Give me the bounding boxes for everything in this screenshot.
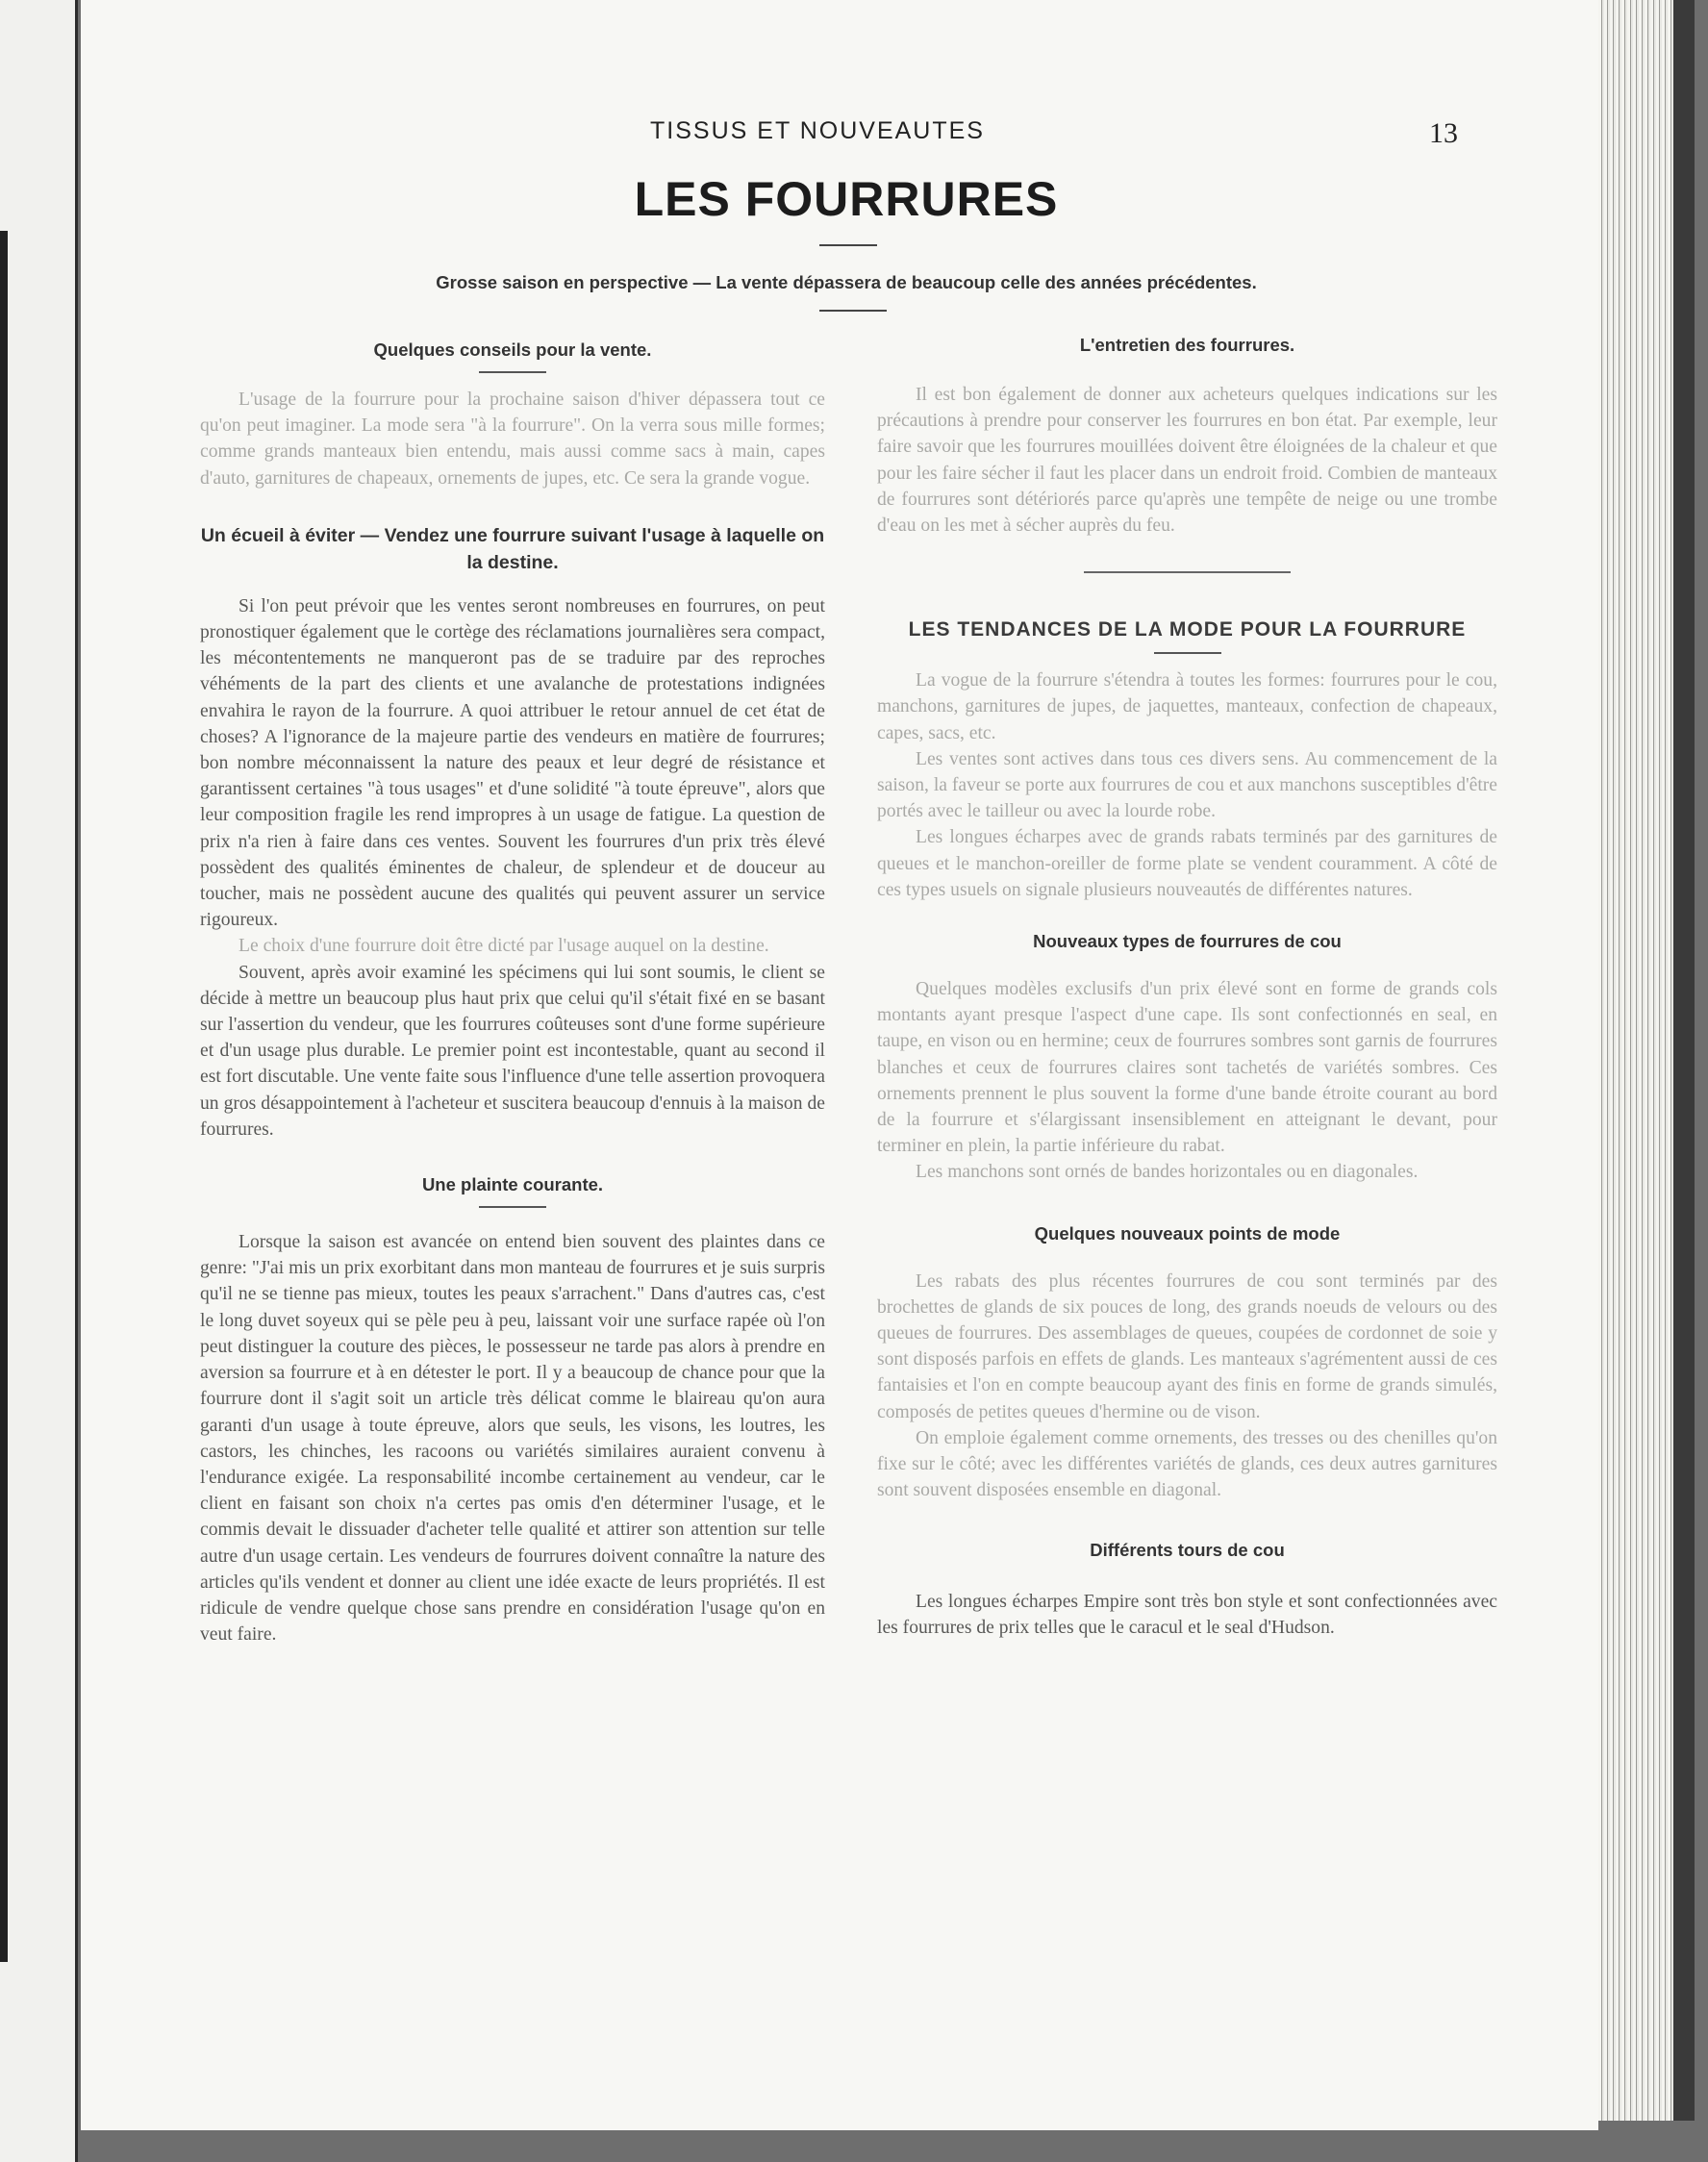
left-column xyxy=(200,337,825,1647)
paragraph: Les rabats des plus récentes fourrures de cou sont terminés par des brochettes de glands de six pouces de long, des grands noeuds de velours ou des queues de fourrures. Des assemblages de queues, coupées de cordonnet de soie y sont disposés parfois en effets de glands. Les manteaux s'agrémentent aussi de ces fantaisies et l'on en compte beaucoup ayant des finis en forme de grands simulés, composés de petites queues d'hermine ou de vison. xyxy=(877,1270,1497,1422)
section-heading-points-de-mode: Quelques nouveaux points de mode xyxy=(1034,1222,1341,1244)
paragraph: Les ventes sont actives dans tous ces divers sens. Au commencement de la saison, la faveur se porte aux fourrures de cou et aux manchons susceptibles d'être portés avec le tailleur ou avec la lourde robe. xyxy=(877,748,1497,822)
adjacent-page-edge xyxy=(0,0,78,2162)
section-heading-plainte: Une plainte courante. xyxy=(421,1174,604,1195)
paragraph: Il est bon également de donner aux acheteurs quelques indications sur les précautions à prendre pour conserver les fourrures en bon état. Par exemple, leur faire savoir que les fourrures mouillées doivent être éloignées de la chaleur et que pour les faire sécher il faut les placer dans un endroit froid. Combien de manteaux de fourrures sont détériorés parce qu'après une tempête de neige ou une trombe d'eau on les met à sécher auprès du feu. xyxy=(877,385,1497,537)
section-heading-entretien: L'entretien des fourrures. xyxy=(1079,335,1295,355)
paragraph: Les manchons sont ornés de bandes horizontales ou en diagonales. xyxy=(916,1162,1419,1183)
section-heading-conseils: Quelques conseils pour la vente. xyxy=(373,339,652,360)
article-title: LES FOURRURES xyxy=(634,172,1059,226)
background-shadow xyxy=(1673,0,1695,2121)
paragraph: L'usage de la fourrure pour la prochaine saison d'hiver dépassera tout ce qu'on peut imaginer. La mode sera "à la fourrure". On la verra sous mille formes; comme grands manteaux bien entendu, mais aussi comme sacs à main, capes d'auto, garnitures de chapeaux, ornements de jupes, etc. Ce sera la grande vogue. xyxy=(200,390,825,489)
paragraph: Quelques modèles exclusifs d'un prix élevé sont en forme de grands cols montants ayant presque l'aspect d'une cape. Ils sont confectionnés en seal, en taupe, en vison ou en hermine; ceux de fourrures sombres sont garnis de fourrures blanches et ceux de fourrures claires sont tachetés de variétés sombres. Ces ornements prennent le plus souvent la forme d'une bande étroite courant au bord de la fourrure et s'élargissant insensiblement en atteignant le devant, pour terminer en plein, la partie inférieure du rabat. xyxy=(877,979,1497,1157)
paragraph: Lorsque la saison est avancée on entend bien souvent des plaintes dans ce genre: "J'ai mis un prix exorbitant dans mon manteau de fourrures et je suis surpris qu'il ne se tienne pas mieux, toutes les peaux s'arrachent." Dans d'autres cas, c'est le long duvet soyeux qui se pèle peu à peu, laissant voir une surface rapée où l'on peut distinguer la couture des pièces, le possesseur ne tarde pas alors à prendre en aversion sa fourrure et à en détester le port. Il y a beaucoup de chance pour que la fourrure dont il s'agit soit un article très délicat comme le blaireau qu'on aura garanti d'un usage à toute épreuve, alors que seuls, les visons, les loutres, les castors, les chinches, les racoons ou variétés similaires auraient convenu à l'endurance exigée. La responsabilité incombe certainement au vendeur, car le client en faisant son choix n'a certes pas omis d'en déterminer l'usage, et le commis devait le dissuader d'acheter telle qualité et attirer son attention sur telle autre d'un usage certain. Les vendeurs de fourrures doivent connaître la nature des articles qu'ils vendent et donner au client une idée exacte de leurs propriétés. Il est ridicule de vendre quelque chose sans prendre en considération l'usage qu'on en veut faire. xyxy=(200,1232,825,1646)
paragraph: Les longues écharpes Empire sont très bon style et sont confectionnées avec les fourrures de prix telles que le caracul et le seal d'Hudson. xyxy=(877,1591,1497,1638)
running-head: TISSUS ET NOUVEAUTES xyxy=(650,117,985,144)
paragraph: Si l'on peut prévoir que les ventes seront nombreuses en fourrures, on peut pronostiquer également que le cortège des réclamations journalières sera compact, les mécontentements ne manqueront pas de se traduire par des reproches véhéments de la part des clients et une avalanche de protestations indignées envahira le rayon de la fourrure. A quoi attribuer le retour annuel de cet état de choses? A l'ignorance de la majeure partie des vendeurs en matière de fourrures; bon nombre méconnaissent la nature des peaux et leur degré de résistance et garantissent certaines "à tous usages" et d'une solidité "à toute épreuve", alors que leur composition fragile les rend impropres à un usage de fatigue. La question de prix n'a rien à faire dans ces ventes. Souvent les fourrures d'un prix très élevé possèdent des qualités éminentes de chaleur, de splendeur et de douceur au toucher, mais ne possèdent aucune des qualités qui peuvent assurer un service rigoureux. xyxy=(200,595,825,931)
stacked-page-edges xyxy=(1598,0,1695,2121)
subtitle-rule xyxy=(819,310,887,312)
article-subtitle: Grosse saison en perspective — La vente dépassera de beaucoup celle des années précédentes. xyxy=(436,272,1257,292)
paragraph: La vogue de la fourrure s'étendra à toutes les formes: fourrures pour le cou, manchons, garnitures de jupes, de jaquettes, manteaux, confection de chapeaux, capes, sacs, etc. xyxy=(877,670,1497,743)
page-number: 13 xyxy=(1429,117,1458,149)
section-heading-tendances: LES TENDANCES DE LA MODE POUR LA FOURRURE xyxy=(908,618,1467,641)
title-rule xyxy=(819,244,877,246)
section-heading-nouveaux-types: Nouveaux types de fourrures de cou xyxy=(1033,931,1342,952)
section-heading-tours-de-cou: Différents tours de cou xyxy=(1090,1539,1285,1560)
right-column xyxy=(877,332,1497,1641)
paragraph: On emploie également comme ornements, des tresses ou des chenilles qu'on fixe sur le côté; avec les différentes variétés de glands, ces deux autres garnitures sont souvent disposées ensemble en diagonal. xyxy=(877,1427,1497,1501)
binding-shadow xyxy=(0,231,8,1962)
section-heading-ecueil: Un écueil à éviter — Vendez une fourrure suivant l'usage à laquelle on la destine. xyxy=(200,524,825,573)
paragraph: Les longues écharpes avec de grands rabats terminés par des garnitures de queues et le manchon-oreiller de forme plate se vendent couramment. A côté de ces types usuels on signale plusieurs nouveautés de différentes natures. xyxy=(877,827,1497,900)
paragraph: Souvent, après avoir examiné les spécimens qui lui sont soumis, le client se décide à mettre un beaucoup plus haut prix que celui qu'il s'était fixé en se basant sur l'assertion du vendeur, que les fourrures coûteuses sont d'une forme supérieure et d'un usage plus durable. Le premier point est incontestable, quant au second il est fort discutable. Une vente faite sous l'influence d'une telle assertion provoquera un gros désappointement à l'acheteur et suscitera beaucoup d'ennuis à la maison de fourrures. xyxy=(200,962,825,1140)
paragraph: Le choix d'une fourrure doit être dicté par l'usage auquel on la destine. xyxy=(239,936,769,957)
